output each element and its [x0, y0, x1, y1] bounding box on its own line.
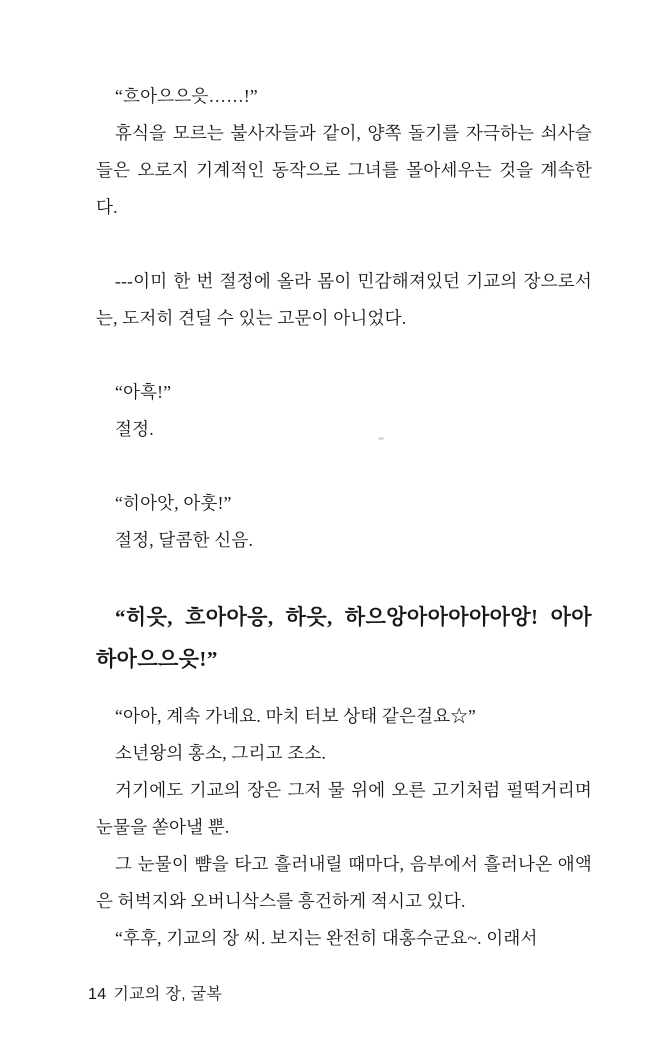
paragraph-narration-1: 휴식을 모르는 불사자들과 같이, 양쪽 돌기를 자극하는 쇠사슬들은 오로지 기계적인 동작으로 그녀를 몰아세우는 것을 계속한다.: [96, 123, 592, 217]
paragraph-narration-6: 거기에도 기교의 장은 그저 물 위에 오른 고기처럼 펄떡거리며 눈물을 쏟아낼 뿐.: [96, 780, 592, 837]
paragraph-dialogue-5: “후후, 기교의 장 씨. 보지는 완전히 대홍수군요~. 이래서: [115, 928, 538, 948]
page-number: 14: [88, 986, 107, 1003]
paragraph-narration-2: ---이미 한 번 절정에 올라 몸이 민감해져있던 기교의 장으로서는, 도저히 견딜 수 있는 고문이 아니었다.: [96, 271, 592, 328]
paragraph-spacer: [96, 448, 592, 485]
paragraph-spacer: [96, 337, 592, 374]
paragraph-narration-4: 절정, 달콤한 신음.: [115, 530, 254, 550]
paragraph-narration-7: 그 눈물이 뺨을 타고 흘러내릴 때마다, 음부에서 흘러나온 애액은 허벅지와 오버니삭스를 흥건하게 적시고 있다.: [96, 854, 592, 911]
paragraph-narration-3: 절정.: [115, 419, 154, 439]
paragraph-spacer: [96, 559, 592, 596]
paragraph-narration-5: 소년왕의 홍소, 그리고 조소.: [115, 743, 327, 763]
page-smudge-mark: [378, 437, 384, 440]
paragraph-dialogue-1: “흐아으으읏……!”: [115, 86, 258, 106]
paragraph-dialogue-3: “히아앗, 아훗!”: [115, 493, 232, 513]
paragraph-spacer: [96, 680, 592, 698]
page-footer: [88, 981, 222, 1004]
page-body: [96, 78, 592, 957]
running-title: 기교의 장, 굴복: [113, 986, 223, 1003]
paragraph-spacer: [96, 226, 592, 263]
paragraph-dialogue-4: “아아, 계속 가네요. 마치 터보 상태 같은걸요☆”: [115, 706, 477, 726]
paragraph-dialogue-2: “아흑!”: [115, 382, 172, 402]
paragraph-emphasis-shout: “히읏, 흐아아응, 하읏, 하으앙아아아아아앙! 아아하아으으읏!”: [96, 605, 592, 671]
